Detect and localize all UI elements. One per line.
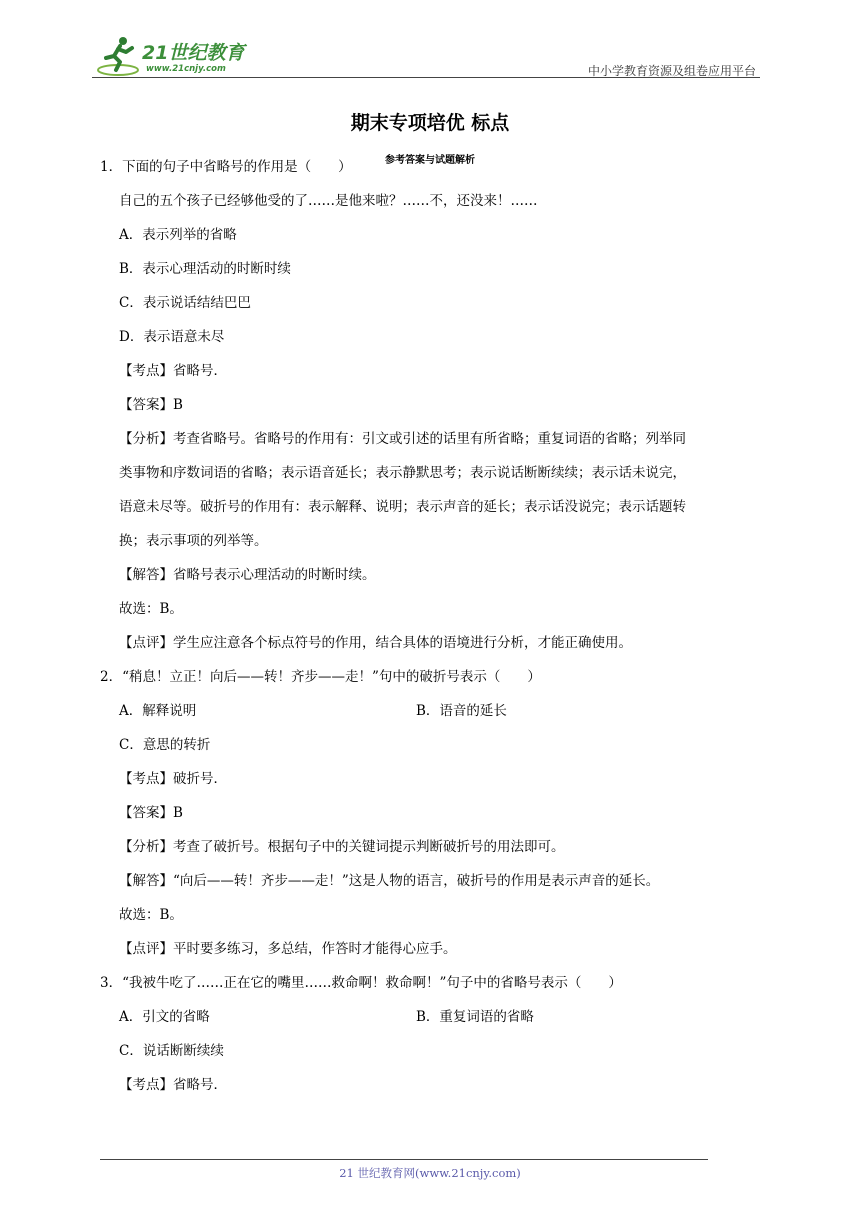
- question-1-kaodian: 【考点】省略号．: [119, 363, 227, 379]
- header-divider: [92, 77, 760, 78]
- logo-url: www.21cnjy.com: [146, 64, 226, 74]
- question-3-stem: 3．“我被牛吃了……正在它的嘴里……救命啊！救命啊！”句子中的省略号表示（ ）: [100, 975, 622, 991]
- question-1-solution: 【解答】省略号表示心理活动的时断时续。: [119, 567, 376, 583]
- question-1-stem: 1．下面的句子中省略号的作用是（ ）: [100, 159, 352, 175]
- page-header: [96, 34, 760, 80]
- footer-divider: [100, 1159, 708, 1160]
- page-title: 期末专项培优 标点: [350, 112, 510, 134]
- question-2-answer: 【答案】B: [119, 805, 183, 821]
- question-1-analysis-line: 换；表示事项的列举等。: [119, 533, 268, 549]
- question-1-choice: 故选：B。: [119, 601, 183, 617]
- question-1-answer: 【答案】B: [119, 397, 183, 413]
- question-3-option-c: C．说话断断续续: [119, 1043, 224, 1059]
- question-2-option-b: B．语音的延长: [416, 703, 507, 719]
- question-1-option-c: C．表示说话结结巴巴: [119, 295, 251, 311]
- page-subtitle: 参考答案与试题解析: [385, 155, 475, 166]
- question-2-option-a: A．解释说明: [119, 703, 197, 719]
- question-1-comment: 【点评】学生应注意各个标点符号的作用，结合具体的语境进行分析，才能正确使用。: [119, 635, 632, 651]
- question-2-choice: 故选：B。: [119, 907, 183, 923]
- question-1-analysis-line: 类事物和序数词语的省略；表示语音延长；表示静默思考；表示说话断断续续；表示话未说完，: [119, 465, 686, 481]
- question-2-solution: 【解答】“向后——转！齐步——走！”这是人物的语言，破折号的作用是表示声音的延长。: [119, 873, 660, 889]
- platform-name: 中小学教育资源及组卷应用平台: [587, 64, 756, 78]
- question-1-option-a: A．表示列举的省略: [119, 227, 237, 243]
- question-2-stem: 2．“稍息！立正！向后——转！齐步——走！”句中的破折号表示（ ）: [100, 669, 541, 685]
- question-2-kaodian: 【考点】破折号．: [119, 771, 227, 787]
- page-footer: 21 世纪教育网(www.21cnjy.com): [339, 1166, 521, 1180]
- question-1-option-d: D．表示语意未尽: [119, 329, 225, 345]
- question-2-option-c: C．意思的转折: [119, 737, 211, 753]
- question-3-option-b: B．重复词语的省略: [416, 1009, 534, 1025]
- question-2-comment: 【点评】平时要多练习，多总结，作答时才能得心应手。: [119, 941, 457, 957]
- runner-logo-icon: [96, 34, 144, 78]
- question-3-option-a: A．引文的省略: [119, 1009, 210, 1025]
- question-1-analysis-line: 【分析】考查省略号。省略号的作用有：引文或引述的话里有所省略；重复词语的省略；列举同: [119, 431, 686, 447]
- site-logo: [96, 34, 266, 78]
- question-1-option-b: B．表示心理活动的时断时续: [119, 261, 291, 277]
- question-1-sentence: 自己的五个孩子已经够他受的了……是他来啦？……不，还没来！……: [119, 193, 538, 209]
- question-2-analysis: 【分析】考查了破折号。根据句子中的关键词提示判断破折号的用法即可。: [119, 839, 565, 855]
- question-3-kaodian: 【考点】省略号．: [119, 1077, 227, 1093]
- question-1-analysis-line: 语意未尽等。破折号的作用有：表示解释、说明；表示声音的延长；表示话没说完；表示话题转: [119, 499, 686, 515]
- logo-text: 21世纪教育: [142, 42, 245, 64]
